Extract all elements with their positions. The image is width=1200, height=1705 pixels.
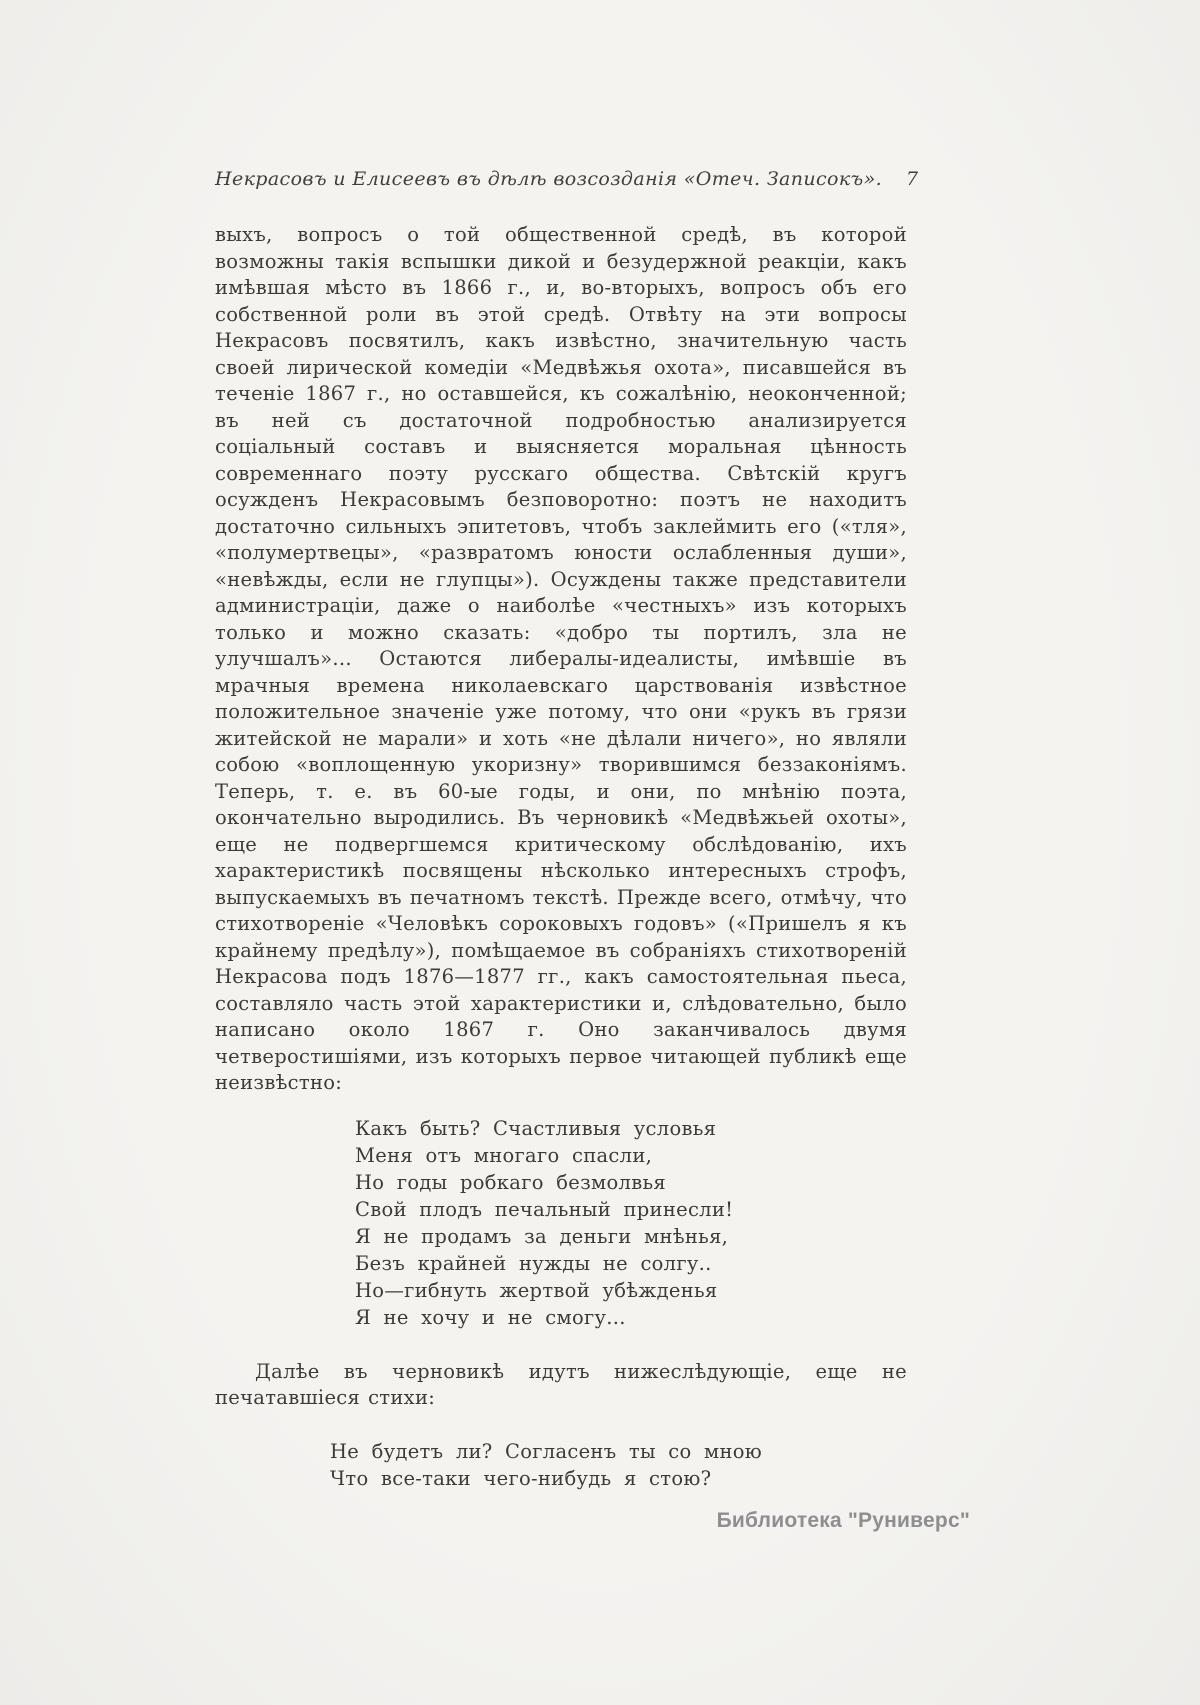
poem-line: Меня отъ многаго спасли, xyxy=(355,1143,653,1167)
poem-block-1 xyxy=(355,1115,907,1331)
text-column xyxy=(215,168,919,1492)
poem-line: Не будетъ ли? Согласенъ ты со мною xyxy=(330,1439,763,1463)
running-header-title: Некрасовъ и Елисеевъ въ дѣлѣ возсозданія «Отеч. Записокъ». xyxy=(215,168,883,190)
poem-line: Какъ быть? Счастливыя условья xyxy=(355,1116,717,1140)
poem-line: Я не хочу и не смогу... xyxy=(355,1305,626,1329)
poem-line: Безъ крайней нужды не солгу.. xyxy=(355,1251,712,1275)
page-number: 7 xyxy=(906,168,919,190)
body-paragraph-2: Далѣе въ черновикѣ идутъ нижеслѣдующіе, еще не печатавшіеся стихи: xyxy=(215,1359,907,1409)
poem-block-2 xyxy=(330,1438,907,1492)
body-paragraph-1: выхъ, вопросъ о той общественной средѣ, въ которой возможны такія вспышки дикой и безудержной реакціи, какъ имѣвшая мѣсто въ 1866 г., и, во-вторыхъ, вопросъ объ его собственной роли въ этой средѣ. Отвѣту на эти вопросы Некрасовъ посвятилъ, какъ извѣстно, значительную часть своей лирической комедіи «Медвѣжья охота», писавшейся въ теченіе 1867 г., но оставшейся, къ сожалѣнію, неоконченной; въ ней съ достаточной подробностью анализируется соціальный составъ и выясняется моральная цѣнность современнаго поэту русскаго общества. Свѣтскій кругъ осужденъ Некрасовымъ безповоротно: поэтъ не находитъ достаточно сильныхъ эпитетовъ, чтобъ заклеймить его («тля», «полумертвецы», «развратомъ юности ослабленныя души», «невѣжды, если не глупцы»). Осуждены также представители администраціи, даже о наиболѣе «честныхъ» изъ которыхъ только и можно сказать: «добро ты портилъ, зла не улучшалъ»... Остаются либералы-идеалисты, имѣвшіе въ мрачныя времена николаевскаго царствованія извѣстное положительное значеніе уже потому, что они «рукъ въ грязи житейской не марали» и хоть «не дѣлали ничего», но являли собою «воплощенную укоризну» творившимся беззаконіямъ. Теперь, т. е. въ 60-ые годы, и они, по мнѣнію поэта, окончательно выродились. Въ черновикѣ «Медвѣжьей охоты», еще не подвергшемся критическому обслѣдованію, ихъ характеристикѣ посвящены нѣсколько интересныхъ строфъ, выпускаемыхъ въ печатномъ текстѣ. Прежде всего, отмѣчу, что стихотвореніе «Человѣкъ сороковыхъ годовъ» («Пришелъ я къ крайнему предѣлу»), помѣщаемое въ собраніяхъ стихотвореній Некрасова подъ 1876—1877 гг., какъ самостоятельная пьеса, составляло часть этой характеристики и, слѣдовательно, было написано около 1867 г. Оно заканчивалось двумя четверостишіями, изъ которыхъ первое читающей публикѣ еще неизвѣстно: xyxy=(215,223,907,1094)
poem-line: Что все-таки чего-нибудь я стою? xyxy=(330,1466,712,1490)
poem-line: Я не продамъ за деньги мнѣнья, xyxy=(355,1224,729,1248)
running-header xyxy=(215,168,919,190)
library-watermark: Библиотека "Руниверс" xyxy=(716,1509,970,1532)
poem-line: Но—гибнуть жертвой убѣжденья xyxy=(355,1278,718,1302)
poem-line: Свой плодъ печальный принесли! xyxy=(355,1197,734,1221)
poem-line: Но годы робкаго безмолвья xyxy=(355,1170,666,1194)
